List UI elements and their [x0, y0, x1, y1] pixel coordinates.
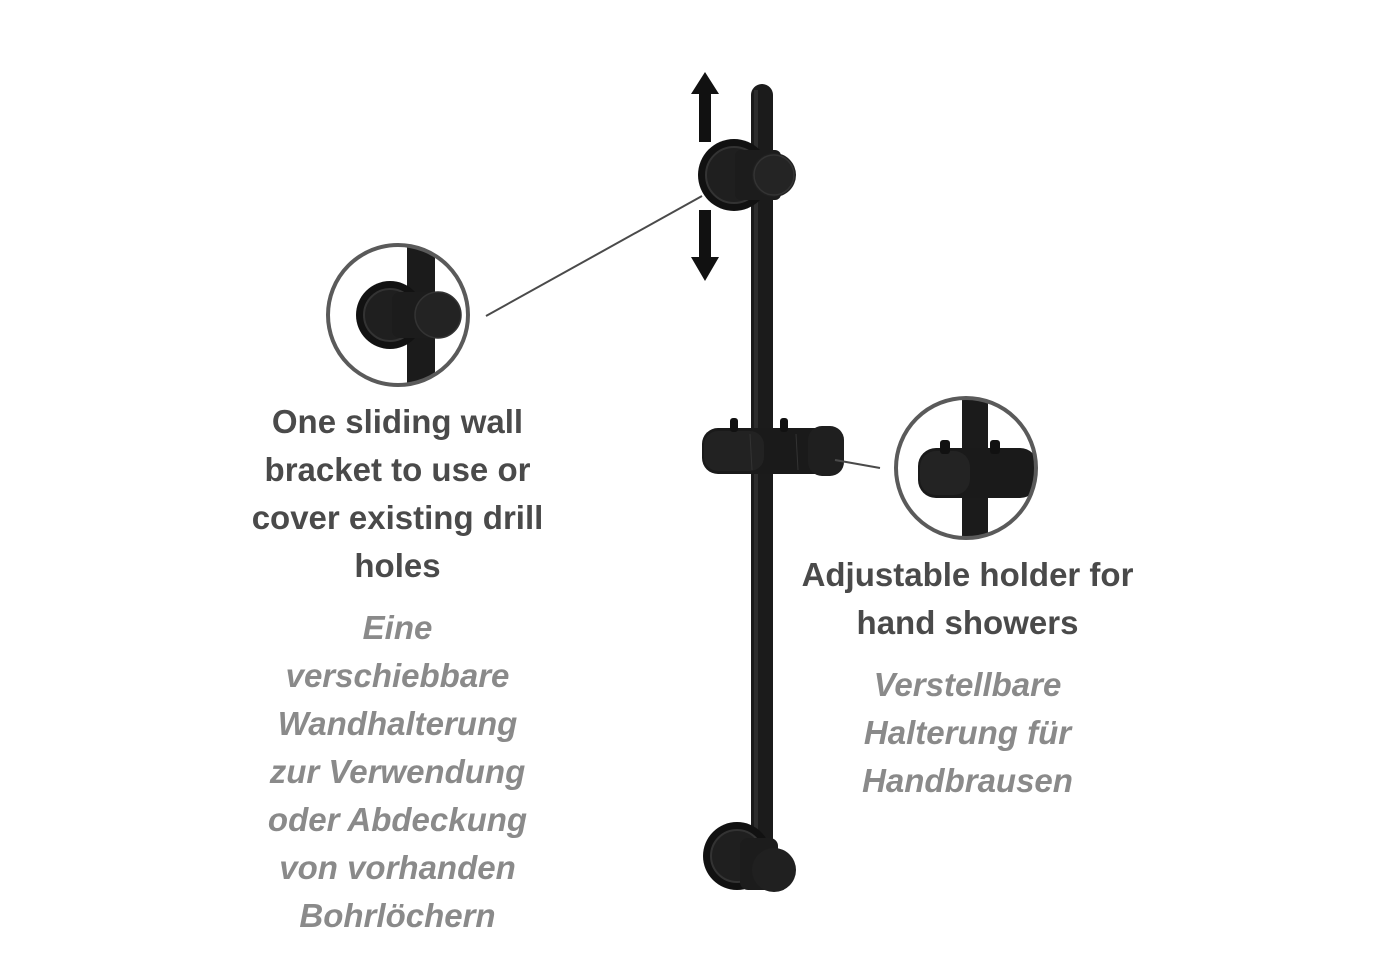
caption-line: Eine — [362, 609, 433, 646]
arrow-down-icon — [691, 210, 719, 281]
caption-line: Halterung für — [863, 714, 1072, 751]
caption-line: verschiebbare — [285, 657, 510, 694]
right-callout-caption — [770, 551, 1165, 805]
caption-line: Wandhalterung — [277, 705, 518, 742]
left-zoom-callout — [328, 230, 468, 410]
caption-line: One sliding wall — [271, 403, 524, 440]
caption-line: von vorhanden — [279, 849, 516, 886]
left-callout-leader — [486, 196, 702, 316]
arrow-up-icon — [691, 72, 719, 142]
left-callout-caption — [230, 398, 565, 940]
caption-line: cover existing drill — [251, 499, 544, 536]
caption-line: zur Verwendung — [269, 753, 526, 790]
caption-line: holes — [354, 547, 441, 584]
caption-line: hand showers — [856, 604, 1079, 641]
caption-line: Adjustable holder for — [801, 556, 1134, 593]
left-english-description — [230, 398, 565, 590]
right-german-description — [770, 661, 1165, 805]
caption-line: bracket to use or — [264, 451, 531, 488]
right-english-description — [770, 551, 1165, 647]
caption-line: Bohrlöchern — [299, 897, 496, 934]
left-german-description — [230, 604, 565, 940]
bottom-wall-bracket — [703, 822, 796, 892]
right-zoom-callout — [896, 380, 1038, 560]
caption-line: oder Abdeckung — [267, 801, 528, 838]
caption-line: Handbrausen — [862, 762, 1073, 799]
top-wall-bracket — [698, 139, 796, 211]
caption-line: Verstellbare — [873, 666, 1062, 703]
